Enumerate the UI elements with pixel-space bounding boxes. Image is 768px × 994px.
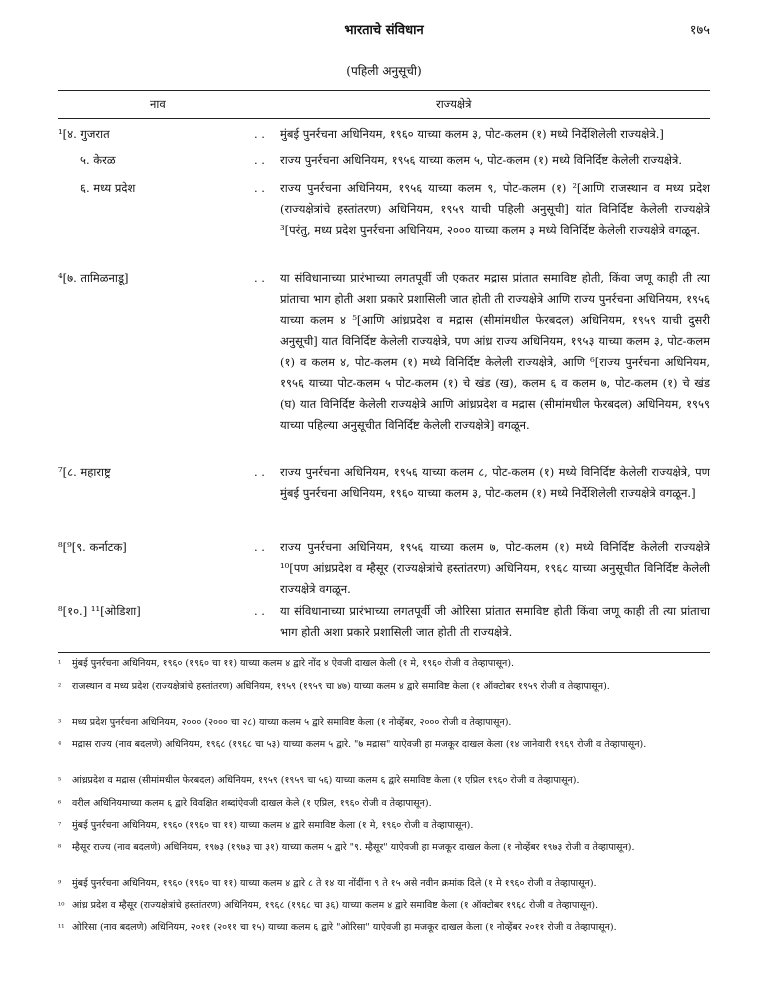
footnote-text: म्हैसूर राज्य (नाव बदलणे) अधिनियम, १९७३ (१९७३ चा ३१) याच्या कलम ५ द्वारे "९. म्हैसूर" याऐवजी हा मजकूर दाखल केला (१ नोव्हेंबर १९७३ रोजी व तेव्हापासून). (72, 842, 635, 853)
state-territory: मुंबई पुनर्रचना अधिनियम, १९६० याच्या कलम ३, पोट-कलम (१) मध्ये निर्देशिलेली राज्यक्षेत्रे.] (280, 127, 664, 141)
state-territory: राज्य पुनर्रचना अधिनियम, १९५६ याच्या कलम ८, पोट-कलम (१) मध्ये विनिर्दिष्ट केलेली राज्यक्षेत्रे, पण मुंबई पुनर्रचना अधिनियम, १९६० याच्या कलम ३, पोट-कलम (१) मध्ये निर्देशिलेली राज्यक्षेत्रे वगळून.] (280, 465, 710, 500)
leader-dots: . . (254, 604, 265, 618)
footnote-text: वरील अधिनियमाच्या कलम ६ द्वारे विवक्षित शब्दांऐवजी दाखल केले (१ एप्रिल, १९६० रोजी व तेव्हापासून). (72, 798, 432, 809)
leader-dots: . . (254, 540, 265, 554)
footnote-mark: ¹⁰ (58, 901, 65, 910)
footnote-text: मध्य प्रदेश पुनर्रचना अधिनियम, २००० (२००० चा २८) याच्या कलम ५ द्वारे समाविष्ट केला (१ नोव्हेंबर, २००० रोजी व तेव्हापासून). (72, 717, 512, 728)
state-territory: या संविधानाच्या प्रारंभाच्या लगतपूर्वी जी ओरिसा प्रांतात समाविष्ट होती किंवा जणू काही ती त्या प्रांताचा भाग होती अशा प्रकारे प्रशासिली जात होती ती राज्यक्षेत्रे. (280, 604, 710, 639)
leader-dots: . . (254, 271, 265, 285)
state-name: ६. मध्य प्रदेश (80, 181, 136, 195)
footnote-mark: ¹¹ (58, 923, 65, 932)
footnote-text: मुंबई पुनर्रचना अधिनियम, १९६० (१९६० चा ११) याच्या कलम ४ द्वारे नोंद ४ ऐवजी दाखल केली (१ मे, १९६० रोजी व तेव्हापासून). (72, 658, 515, 669)
footnote-rule (58, 652, 710, 653)
state-territory: राज्य पुनर्रचना अधिनियम, १९५६ याच्या कलम ७, पोट-कलम (१) मध्ये विनिर्दिष्ट केलेली राज्यक्षेत्रे ¹⁰[पण आंध्रप्रदेश व म्हैसूर (राज्यक्षेत्रांचे हस्तांतरण) अधिनियम, १९६८ याच्या अनुसूचीत विनिर्दिष्ट केलेली राज्यक्षेत्रे वगळून. (280, 540, 710, 596)
leader-dots: . . (254, 465, 265, 479)
state-name: ¹[४. गुजरात (58, 127, 110, 141)
page-subtitle: (पहिली अनुसूची) (346, 64, 422, 78)
footnote-mark: ⁴ (58, 740, 62, 749)
footnote-mark: ⁶ (58, 799, 62, 808)
state-name: ⁸[⁹[९. कर्नाटक] (58, 540, 127, 554)
footnote-mark: ⁸ (58, 843, 62, 852)
footnote-mark: ² (58, 682, 62, 691)
footnote-text: आंध्र प्रदेश व म्हैसूर (राज्यक्षेत्रांचे हस्तांतरण) अधिनियम, १९६८ (१९६८ चा ३६) याच्या कलम ४ द्वारे समाविष्ट केला (१ ऑक्टोबर १९६८ रोजी व तेव्हापासून). (72, 900, 599, 911)
state-name: ५. केरळ (80, 153, 116, 167)
footnote-text: मुंबई पुनर्रचना अधिनियम, १९६० (१९६० चा ११) याच्या कलम ४ द्वारे समाविष्ट केला (१ मे, १९६० रोजी व तेव्हापासून). (72, 820, 474, 831)
footnote-text: ओरिसा (नाव बदलणे) अधिनियम, २०११ (२०११ चा १५) याच्या कलम ६ द्वारे "ओरिसा" याऐवजी हा मजकूर दाखल केला (१ नोव्हेंबर २०११ रोजी व तेव्हापासून). (72, 922, 617, 933)
column-header-territory: राज्यक्षेत्रे (436, 97, 472, 111)
state-name: ⁴[७. तामिळनाडू] (58, 271, 129, 285)
footnote-text: मद्रास राज्य (नाव बदलणे) अधिनियम, १९६८ (१९६८ चा ५३) याच्या कलम ५ द्वारे. "७ मद्रास" याऐवजी हा मजकूर दाखल केला (१४ जानेवारी १९६९ रोजी व तेव्हापासून). (72, 739, 647, 750)
page-number: १७५ (689, 23, 710, 38)
footnote-mark: ⁷ (58, 821, 62, 830)
state-name: ⁷[८. महाराष्ट्र (58, 465, 111, 479)
leader-dots: . . (254, 181, 265, 195)
table-header-rule (58, 118, 710, 119)
state-name: ⁸[१०.] ¹¹[ओडिशा] (58, 604, 141, 618)
footnote-text: राजस्थान व मध्य प्रदेश (राज्यक्षेत्रांचे हस्तांतरण) अधिनियम, १९५९ (१९५९ चा ४७) याच्या कलम ४ द्वारे समाविष्ट केला (१ ऑक्टोबर १९५९ रोजी व तेव्हापासून). (72, 681, 610, 692)
state-territory: राज्य पुनर्रचना अधिनियम, १९५६ याच्या कलम ९, पोट-कलम (१) ²[आणि राजस्थान व मध्य प्रदेश (राज्यक्षेत्रांचे हस्तांतरण) अधिनियम, १९५९ याची पहिली अनुसूची] यांत विनिर्दिष्ट केलेली राज्यक्षेत्रे ³[परंतु, मध्य प्रदेश पुनर्रचना अधिनियम, २००० याच्या कलम ३ मध्ये विनिर्दिष्ट केलेली राज्यक्षेत्रे वगळून. (280, 181, 710, 237)
footnote-mark: ³ (58, 718, 62, 727)
footnote-text: आंध्रप्रदेश व मद्रास (सीमांमधील फेरबदल) अधिनियम, १९५९ (१९५९ चा ५६) याच्या कलम ६ द्वारे समाविष्ट केला (१ एप्रिल १९६० रोजी व तेव्हापासून). (72, 775, 580, 786)
state-territory: या संविधानाच्या प्रारंभाच्या लगतपूर्वी जी एकतर मद्रास प्रांतात समाविष्ट होती, किंवा जणू काही ती त्या प्रांताचा भाग होती अशा प्रकारे प्रशासिली जात होती ती राज्यक्षेत्रे आणि राज्य पुनर्रचना अधिनियम, १९५६ याच्या कलम ४ ⁵[आणि आंध्रप्रदेश व मद्रास (सीमांमधील फेरबदल) अधिनियम, १९५९ याची दुसरी अनुसूची] यात विनिर्दिष्ट केलेली राज्यक्षेत्रे, पण आंध्र राज्य अधिनियम, १९५३ याच्या कलम ३, पोट-कलम (१) व कलम ४, पोट-कलम (१) मध्ये विनिर्दिष्ट केलेली राज्यक्षेत्रे, आणि ⁶[राज्य पुनर्रचना अधिनियम, १९५६ याच्या पोट-कलम ५ पोट-कलम (१) चे खंड (ख), कलम ६ व कलम ७, पोट-कलम (१) चे खंड (घ) यात विनिर्दिष्ट केलेली राज्यक्षेत्रे आणि आंध्रप्रदेश व मद्रास (सीमांमधील फेरबदल) अधिनियम, १९५९ याच्या पहिल्या अनुसूचीत विनिर्दिष्ट केलेली राज्यक्षेत्रे] वगळून. (280, 271, 710, 432)
leader-dots: . . (254, 153, 265, 167)
page-header-title: भारताचे संविधान (344, 23, 424, 38)
column-header-name: नाव (150, 97, 166, 111)
footnote-text: मुंबई पुनर्रचना अधिनियम, १९६० (१९६० चा ११) याच्या कलम ४ द्वारे ८ ते १४ या नोंदींना ९ ते १५ असे नवीन क्रमांक दिले (१ मे १९६० रोजी व तेव्हापासून). (72, 878, 597, 889)
state-territory: राज्य पुनर्रचना अधिनियम, १९५६ याच्या कलम ५, पोट-कलम (१) मध्ये विनिर्दिष्ट केलेली राज्यक्षेत्रे. (280, 153, 683, 167)
footnote-mark: ¹ (58, 659, 62, 668)
footnote-mark: ⁹ (58, 879, 62, 888)
footnote-mark: ⁵ (58, 776, 62, 785)
leader-dots: . . (254, 127, 265, 141)
table-top-rule (58, 90, 710, 91)
